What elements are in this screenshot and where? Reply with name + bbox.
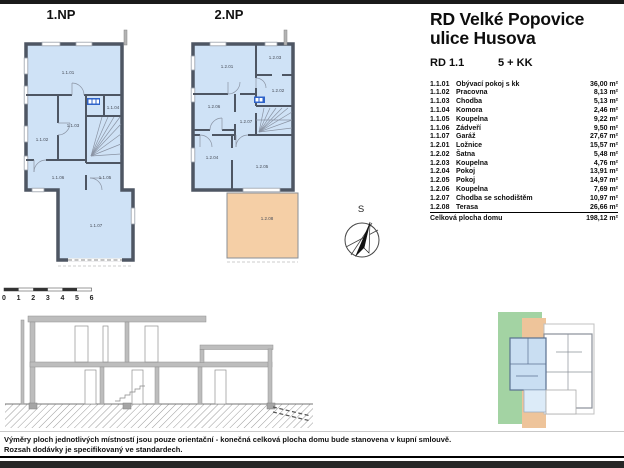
table-row xyxy=(430,89,618,98)
floor1-party-wall-stub xyxy=(124,30,127,45)
scale-tick-labels xyxy=(2,295,94,302)
room-name: Koupelna xyxy=(456,115,488,123)
room-name: Terasa xyxy=(456,203,576,212)
north-label: S xyxy=(357,204,365,215)
table-row xyxy=(430,98,618,107)
table-row xyxy=(430,133,618,142)
room-code: 1.2.07 xyxy=(430,194,450,202)
table-row xyxy=(430,168,618,177)
room-label: 1.1.01 xyxy=(61,70,75,75)
scale-tick-label: 5 xyxy=(75,295,79,302)
table-row xyxy=(430,80,618,89)
room-code: 1.2.05 xyxy=(430,177,450,185)
room-label: 1.2.05 xyxy=(255,164,269,169)
room-label: 1.1.05 xyxy=(98,175,112,180)
room-code: 1.1.05 xyxy=(430,115,450,123)
top-bar xyxy=(0,0,624,4)
room-name: Šatna xyxy=(456,150,476,158)
site-neighbor-garage xyxy=(546,390,576,414)
footer-note-line2: Rozsah dodávky je specifikovaný ve standardech. xyxy=(4,444,183,454)
room-area: 10,97 m² xyxy=(589,194,618,202)
appliance-marker-icon xyxy=(254,97,265,104)
room-area: 7,69 m² xyxy=(593,185,618,193)
footer-note-line1: Výměry ploch jednotlivých místností jsou pouze orientační - konečná celková plocha domu bude stanovena v kupní smlouvě. xyxy=(4,435,452,444)
appliance-marker-icon xyxy=(87,98,100,105)
site-highlighted-unit xyxy=(510,338,546,390)
room-area: 15,57 m² xyxy=(589,142,618,150)
total-label: Celková plocha domu xyxy=(430,214,503,222)
room-name: Pracovna xyxy=(456,89,488,97)
room-label: 1.2.02 xyxy=(271,88,285,93)
room-name: Pokoj xyxy=(456,168,476,176)
scale-tick-label: 4 xyxy=(60,295,65,302)
room-name: Koupelna xyxy=(456,159,488,167)
room-code: 1.2.02 xyxy=(430,150,450,158)
unit-code: RD 1.1 xyxy=(430,57,465,69)
floor1-room-area xyxy=(26,44,133,260)
bottom-bar xyxy=(0,461,624,468)
floor2-room-area xyxy=(193,44,293,190)
room-label: 1.2.04 xyxy=(205,155,219,160)
room-table-body xyxy=(430,80,618,212)
footer-note xyxy=(4,435,618,454)
scale-tick-label: 3 xyxy=(45,295,50,302)
table-row xyxy=(430,185,618,194)
room-label: 1.1.04 xyxy=(106,105,120,110)
room-code: 1.2.04 xyxy=(430,168,450,176)
room-area: 13,91 m² xyxy=(589,168,618,176)
room-name: Chodba se schodištěm xyxy=(456,194,533,202)
room-area: 36,00 m² xyxy=(589,80,618,88)
room-label: 1.2.08 xyxy=(260,216,274,221)
room-area: 9,50 m² xyxy=(593,124,618,132)
room-label: 1.1.03 xyxy=(66,123,80,128)
room-name: Pokoj xyxy=(456,177,476,185)
room-area: 8,13 m² xyxy=(593,89,618,97)
scale-tick-label: 1 xyxy=(16,295,21,302)
room-label: 1.1.02 xyxy=(35,137,49,142)
room-name: Chodba xyxy=(456,98,483,106)
room-area: 4,76 m² xyxy=(593,159,618,167)
room-area: 9,22 m² xyxy=(593,115,618,123)
room-code: 1.2.01 xyxy=(430,142,450,150)
room-name: Zádveří xyxy=(456,124,481,132)
room-label: 1.2.07 xyxy=(239,119,253,124)
site-garage-footprint xyxy=(524,390,546,412)
room-code: 1.1.03 xyxy=(430,98,450,106)
scale-bar-segments xyxy=(4,288,77,291)
footer-topline xyxy=(0,431,624,432)
room-area: 2,46 m² xyxy=(593,106,618,114)
room-name: Obývací pokoj s kk xyxy=(456,80,520,88)
room-code: 1.1.04 xyxy=(430,106,450,114)
room-code: 1.1.01 xyxy=(430,80,450,88)
room-label: 1.1.07 xyxy=(89,223,103,228)
total-area: 198,12 m² xyxy=(586,214,618,222)
header-title-line1: RD Velké Popovice xyxy=(430,9,585,29)
table-row xyxy=(430,115,618,124)
site-plan xyxy=(486,302,622,432)
floorplan-1np xyxy=(12,28,147,286)
table-row xyxy=(430,177,618,186)
room-name: Komora xyxy=(456,106,483,114)
room-area: 5,13 m² xyxy=(593,98,618,106)
room-code: 1.2.06 xyxy=(430,185,450,193)
room-name: Koupelna xyxy=(456,185,488,193)
table-row xyxy=(430,194,618,203)
room-label: 1.2.03 xyxy=(268,55,282,60)
table-row xyxy=(430,106,618,115)
total-row xyxy=(430,212,618,223)
table-row xyxy=(430,150,618,159)
room-area: 14,97 m² xyxy=(589,177,618,185)
scale-tick-label: 6 xyxy=(89,295,94,302)
room-code: 1.2.08 xyxy=(430,203,456,212)
room-code: 1.1.06 xyxy=(430,124,450,132)
floorplan-2np xyxy=(170,28,308,286)
floorplan-1np-title: 1.NP xyxy=(46,7,76,22)
section-drawing xyxy=(5,306,315,432)
room-code: 1.2.03 xyxy=(430,159,450,167)
footer-divider xyxy=(0,456,624,458)
table-row xyxy=(430,141,618,150)
table-row xyxy=(430,159,618,168)
scale-tick-label: 2 xyxy=(31,295,36,302)
room-table xyxy=(430,80,618,223)
north-compass xyxy=(336,196,392,272)
header-title-line2: ulice Husova xyxy=(430,28,536,48)
scale-bar xyxy=(1,285,103,303)
room-area: 26,66 m² xyxy=(576,203,618,212)
room-label: 1.2.01 xyxy=(220,64,234,69)
floor2-terrace xyxy=(227,193,298,258)
disposition: 5 + KK xyxy=(498,57,533,69)
room-area: 5,48 m² xyxy=(593,150,618,158)
room-label: 1.1.06 xyxy=(51,175,65,180)
room-code: 1.1.02 xyxy=(430,89,450,97)
floorplan-2np-title: 2.NP xyxy=(214,7,244,22)
room-label: 1.2.06 xyxy=(207,104,221,109)
floor2-party-wall-stub xyxy=(284,30,287,45)
table-row xyxy=(430,203,618,212)
info-panel xyxy=(430,10,618,223)
compass-circle xyxy=(345,223,379,257)
room-name: Ložnice xyxy=(456,142,483,150)
table-row xyxy=(430,124,618,133)
room-area: 27,67 m² xyxy=(589,133,618,141)
room-name: Garáž xyxy=(456,133,476,141)
scale-tick-label: 0 xyxy=(2,295,6,302)
unit-row xyxy=(430,57,618,69)
room-code: 1.1.07 xyxy=(430,133,450,141)
